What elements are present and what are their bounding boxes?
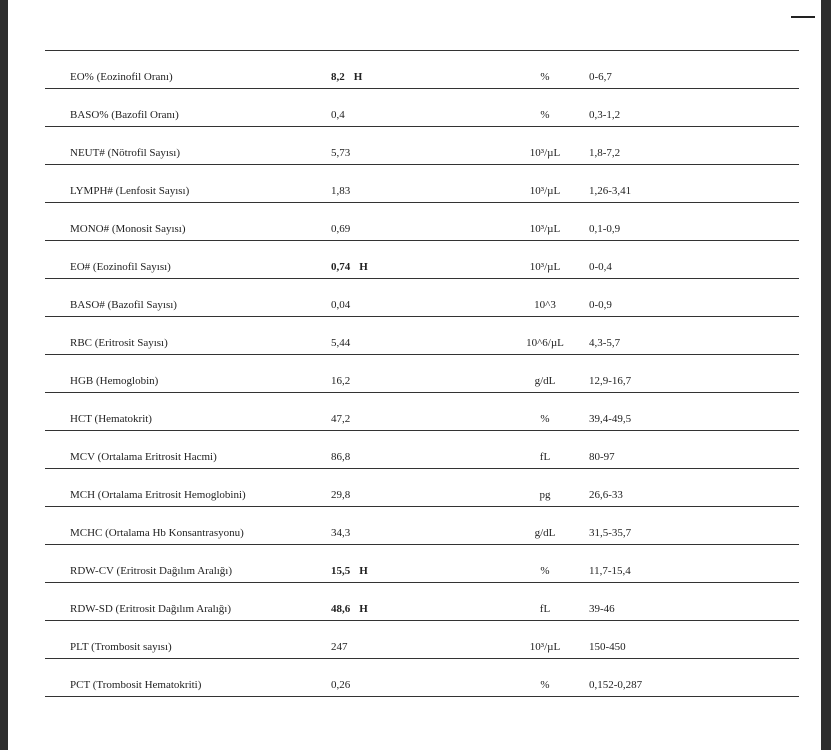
table-row <box>45 241 799 279</box>
result-cell <box>331 355 350 392</box>
unit: % <box>540 109 550 121</box>
result-value: 5,73 <box>331 147 351 159</box>
unit: % <box>540 679 550 691</box>
result-value: 15,5 <box>331 565 351 577</box>
test-name: PLT (Trombosit sayısı) <box>70 641 172 653</box>
result-value: 0,26 <box>331 679 351 691</box>
reference-range: 12,9-16,7 <box>589 375 632 387</box>
reference-range: 39-46 <box>589 603 615 615</box>
result-value: 34,3 <box>331 527 351 539</box>
unit: 10^6/µL <box>526 337 564 349</box>
table-row <box>45 317 799 355</box>
reference-range: 1,26-3,41 <box>589 185 632 197</box>
result-value: 0,04 <box>331 299 351 311</box>
unit: 10³/µL <box>529 147 561 159</box>
result-cell <box>331 621 348 658</box>
reference-range: 1,8-7,2 <box>589 147 621 159</box>
test-name: NEUT# (Nötrofil Sayısı) <box>70 147 180 159</box>
result-value: 5,44 <box>331 337 351 349</box>
test-name: BASO# (Bazofil Sayısı) <box>70 299 177 311</box>
result-cell <box>331 317 350 354</box>
reference-range: 0-6,7 <box>589 71 612 83</box>
result-value: 247 <box>331 641 348 653</box>
test-name: MONO# (Monosit Sayısı) <box>70 223 186 235</box>
result-value: 8,2 <box>331 71 345 83</box>
reference-range: 26,6-33 <box>589 489 623 501</box>
result-cell <box>331 545 368 582</box>
test-name: EO% (Eozinofil Oranı) <box>70 71 173 83</box>
test-name: MCHC (Ortalama Hb Konsantrasyonu) <box>70 527 244 539</box>
result-value: 0,69 <box>331 223 351 235</box>
test-name: HCT (Hematokrit) <box>70 413 152 425</box>
high-flag: H <box>359 261 368 273</box>
lab-results-table <box>45 50 799 697</box>
unit: g/dL <box>534 527 556 539</box>
unit: 10³/µL <box>529 185 561 197</box>
corner-dash <box>791 16 815 18</box>
result-value: 29,8 <box>331 489 351 501</box>
table-row <box>45 621 799 659</box>
high-flag: H <box>353 71 363 83</box>
unit: g/dL <box>534 375 556 387</box>
table-row <box>45 203 799 241</box>
table-row <box>45 279 799 317</box>
table-row <box>45 89 799 127</box>
unit: 10³/µL <box>529 223 561 235</box>
result-cell <box>331 203 350 240</box>
table-row <box>45 51 799 89</box>
table-row <box>45 659 799 697</box>
reference-range: 80-97 <box>589 451 615 463</box>
result-value: 16,2 <box>331 375 351 387</box>
unit: fL <box>539 451 551 463</box>
reference-range: 31,5-35,7 <box>589 527 632 539</box>
unit: fL <box>539 603 551 615</box>
test-name: MCH (Ortalama Eritrosit Hemoglobini) <box>70 489 246 501</box>
test-name: MCV (Ortalama Eritrosit Hacmi) <box>70 451 217 463</box>
test-name: RDW-CV (Eritrosit Dağılım Aralığı) <box>70 565 233 577</box>
reference-range: 39,4-49,5 <box>589 413 632 425</box>
result-value: 86,8 <box>331 451 351 463</box>
test-name: RDW-SD (Eritrosit Dağılım Aralığı) <box>70 603 232 615</box>
result-cell <box>331 165 350 202</box>
table-row <box>45 165 799 203</box>
unit: pg <box>539 489 551 501</box>
unit: 10^3 <box>534 299 556 311</box>
unit: 10³/µL <box>529 261 561 273</box>
high-flag: H <box>359 603 368 615</box>
reference-range: 0-0,9 <box>589 299 612 311</box>
table-row <box>45 393 799 431</box>
test-name: LYMPH# (Lenfosit Sayısı) <box>70 185 190 197</box>
result-cell <box>331 431 350 468</box>
table-row <box>45 507 799 545</box>
result-value: 47,2 <box>331 413 351 425</box>
table-row <box>45 583 799 621</box>
result-cell <box>331 241 368 278</box>
reference-range: 0,3-1,2 <box>589 109 621 121</box>
test-name: BASO% (Bazofil Oranı) <box>70 109 179 121</box>
result-value: 0,4 <box>331 109 345 121</box>
test-name: RBC (Eritrosit Sayısı) <box>70 337 168 349</box>
result-cell <box>331 659 350 696</box>
test-name: PCT (Trombosit Hematokriti) <box>70 679 202 691</box>
reference-range: 150-450 <box>589 641 626 653</box>
reference-range: 4,3-5,7 <box>589 337 621 349</box>
high-flag: H <box>359 565 368 577</box>
table-row <box>45 431 799 469</box>
test-name: EO# (Eozinofil Sayısı) <box>70 261 171 273</box>
result-cell <box>331 393 350 430</box>
report-page <box>8 0 821 750</box>
result-value: 0,74 <box>331 261 351 273</box>
reference-range: 0-0,4 <box>589 261 612 273</box>
table-row <box>45 545 799 583</box>
result-cell <box>331 279 350 316</box>
result-cell <box>331 469 350 506</box>
result-cell <box>331 51 362 88</box>
result-value: 1,83 <box>331 185 351 197</box>
unit: % <box>540 413 550 425</box>
reference-range: 0,1-0,9 <box>589 223 621 235</box>
result-cell <box>331 583 368 620</box>
reference-range: 0,152-0,287 <box>589 679 643 691</box>
test-name: HGB (Hemoglobin) <box>70 375 159 387</box>
table-row <box>45 355 799 393</box>
result-cell <box>331 507 350 544</box>
result-cell <box>331 89 345 126</box>
result-value: 48,6 <box>331 603 351 615</box>
table-row <box>45 469 799 507</box>
unit: % <box>540 565 550 577</box>
unit: % <box>540 71 550 83</box>
reference-range: 11,7-15,4 <box>589 565 631 577</box>
table-row <box>45 127 799 165</box>
result-cell <box>331 127 350 164</box>
unit: 10³/µL <box>529 641 561 653</box>
